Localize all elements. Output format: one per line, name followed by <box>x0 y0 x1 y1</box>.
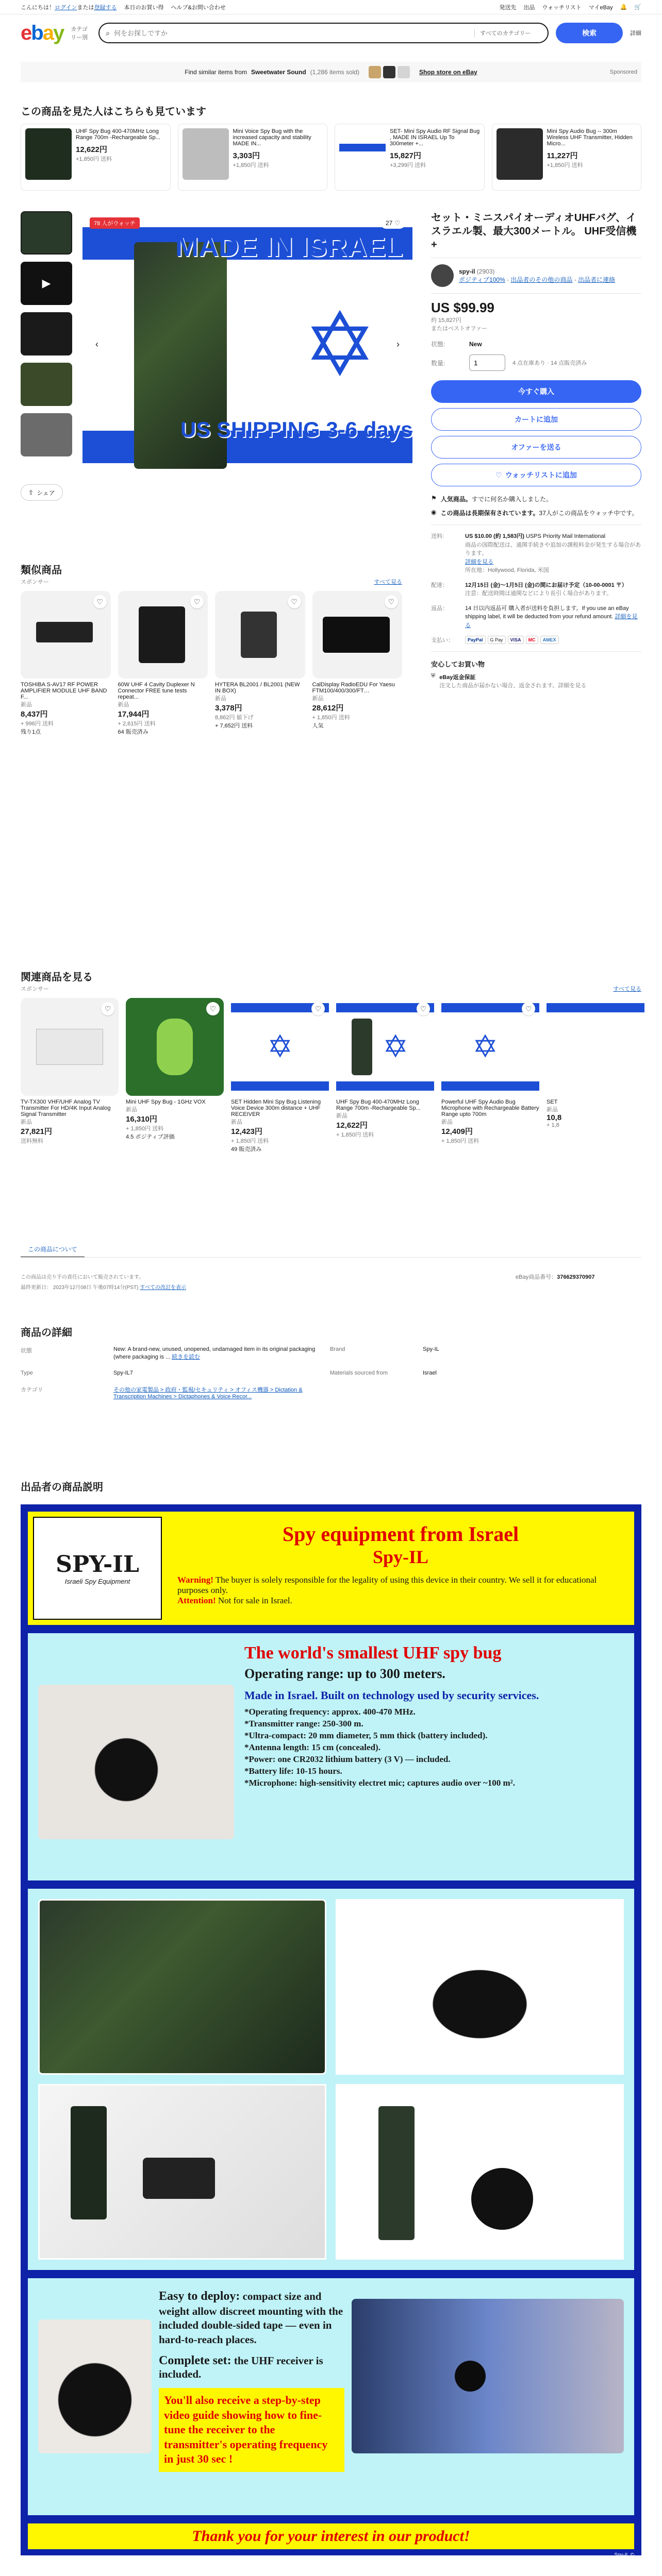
paypal-icon: PayPal <box>465 636 486 644</box>
price: US $99.99 <box>431 300 494 315</box>
heart-icon[interactable]: ♡ <box>190 595 204 608</box>
similar-item[interactable]: ♡ HYTERA BL2001 / BL2001 (NEW IN BOX) 新品 3,378円 8,862円 値下げ + 7,652円 送料 <box>215 591 305 736</box>
buy-now-button[interactable]: 今すぐ購入 <box>431 380 641 403</box>
thumbnail[interactable] <box>21 413 72 456</box>
heart-icon[interactable]: ♡ <box>288 595 301 608</box>
related-item[interactable]: ✡ ♡ UHF Spy Bug 400-470MHz Long Range 700m -Rechargeable Sp... 新品 12,622円 + 1,850円 送料 <box>336 998 434 1153</box>
share-button[interactable]: ⇪ シェア <box>21 484 63 501</box>
heart-icon[interactable]: ♡ <box>101 1002 114 1015</box>
register-link[interactable]: 登録する <box>94 4 117 11</box>
recent-item[interactable]: SET- Mini Spy Audio RF Signal Bug , MADE IN ISRAEL Up To 300meter +... 15,827円 +3,299円 送料 <box>335 124 485 191</box>
details-title: 商品の詳細 <box>21 1327 72 1338</box>
revisions-link[interactable]: すべての改訂を表示 <box>140 1285 186 1291</box>
main-image[interactable]: ✡ MADE IN ISRAEL US SHIPPING 3-6 days 78 人がウォッチ 27 ♡ ‹ › <box>82 211 412 479</box>
star-of-david-icon: ✡ <box>472 1029 499 1064</box>
bug-closeup-photo <box>38 2319 152 2453</box>
similar-see-all[interactable]: すべて見る <box>374 579 402 585</box>
search-box <box>98 23 549 43</box>
description-deploy: Easy to deploy: compact size and weight allow discreet mounting with the included double-sided tape — even in hard-to-reach places. Complete set: the UHF receiver is included. You'll also receive a step-by-step video guide showing how to fine-tune the receiver to the transmitter's operating frequency in just 30 sec ! <box>28 2278 634 2515</box>
heart-icon: ♡ <box>394 219 400 227</box>
watchers-badge[interactable]: 27 ♡ <box>380 217 405 229</box>
hot-badge: 78 人がウォッチ <box>90 217 140 229</box>
related-see-all[interactable]: すべて見る <box>613 986 641 992</box>
item-image <box>25 128 72 180</box>
bell-icon[interactable]: 🔔 <box>620 4 627 10</box>
similar-item[interactable]: ♡ 60W UHF 4 Cavity Duplexer N Connector FREE tune tests repeat... 新品 17,944円 + 2,615円 送料 64 販売済み <box>118 591 208 736</box>
description-frame: SPY-IL Israeli Spy Equipment Spy equipment from Israel Spy-IL Warning! The buyer is solely responsible for the legality of using this device in their country. We sell it for educational purposes only. Attention! Not for sale in Israel. The world's smallest UHF spy bug Operating range: up to 300 meters. Made in Israel. Built on technology used by security services. *Operating frequency: approx. 400-470 MHz. *Transmitter range: 250-300 m. *Ultra-compact: 20 mm diameter, 5 mm thick (battery included). *Antenna length: 15 cm (concealed). *Power: one CR2032 lithium battery (3 V) — included. *Battery life: 10-15 hours. *Microphone: high-sensitivity electret mic; captures audio over ~100 m². Easy to deploy: compact size and weight allow discreet mounting with the included double-sided tape — even in hard-to-reach places. Complete set: the UHF receiver is included. You'll also receive a step-by-step video guide showing how to fine-tune the receiver to the transmitter's operating frequency in just 30 sec ! Thank you for your interest in our product! Spy-IL © <box>21 1504 641 2555</box>
related-title: 関連商品を見る <box>21 972 93 983</box>
read-more-link[interactable]: 続きを読む <box>172 1354 201 1360</box>
thumbnail[interactable] <box>21 312 72 355</box>
product-title: セット・ミニスパイオーディオUHFバグ、イスラエル製、最大300メートル。 UHF受信機+ <box>431 212 637 250</box>
chevron-right-icon: › <box>396 338 400 349</box>
related-item[interactable]: ♡ TV-TX300 VHF/UHF Analog TV Transmitter For HD/4K Input Analog Signal Transmitter 新品 27,821円 送料無料 <box>21 998 119 1153</box>
star-of-david-icon: ✡ <box>303 296 377 394</box>
heart-icon[interactable]: ♡ <box>417 1002 430 1015</box>
heart-icon[interactable]: ♡ <box>522 1002 535 1015</box>
video-thumbnail[interactable] <box>21 262 72 305</box>
search-input[interactable] <box>114 29 470 37</box>
description-photos <box>28 1889 634 2270</box>
details-section: 商品の詳細 状態 New: A brand-new, unused, unopened, undamaged item in its original packaging (where packaging is ... 続きを読む Brand Spy-IL Type Spy-IL7 Materials sourced from Israel カテゴリ その他の家電製品 > 政府・監視/セキュリティ > オフィス機器 > Dictation & Transcription Machines > Dictaphones & Voice Recor... <box>21 1324 641 1400</box>
promo-thumbs <box>369 66 410 78</box>
spy-il-logo: SPY-IL Israeli Spy Equipment <box>33 1517 162 1620</box>
heart-icon[interactable]: ♡ <box>385 595 398 608</box>
item-image <box>496 128 543 180</box>
cart-icon[interactable]: 🛒 <box>634 4 641 10</box>
item-number: 376629370907 <box>557 1274 595 1280</box>
recent-item[interactable]: Mini Voice Spy Bug with the increased capacity and stability MADE IN... 3,303円 +1,850円 送料 <box>178 124 328 191</box>
bug-photo <box>38 1685 234 1839</box>
buy-box: セット・ミニスパイオーディオUHFバグ、イスラエル製、最大300メートル。 UHF受信機+ spy-il (2903) ポジティブ100% · 出品者のその他の商品 · 出品者に連絡 US $99.99 約 15,827円 またはベストオファー 状態: New 数量: 1 4 点在庫あり · 14 点販売済み 今すぐ購入 カートに追加 オファーを送る ♡ ウォッチリストに追加 ⚑ 人気商品。すでに何名か購入しました。 ◉ この商品は長期保有されています。37人がこの商品をウォッチ中です。 送料: US $10.00 (約 1,583円) USPS Priority Mail International 商品の国際配送は、通関手続きや追加の課税料金が発生する場合があります。 詳細を見る 所在地：Hollywood, Florida, 米国 配達： 12月15日 (金)～1月5日 (金)の間にお届け予定（10-00-0001 〒） 注意：配送時間は通関などにより長引く場合があります。 返品： 14 日以内返品可 購入者が送料を負担します。If you use an eBay shipping label, it will be deducted from your refund amount. 詳細を見る 支払い： PayPal G Pay VISA MC AMEX 安心してお買い物 ⛨ eBay返金保証 注文した商品が届かない場合、返金されます。詳細を見る <box>431 211 641 689</box>
category-button[interactable]: カテゴリー別 <box>71 26 88 41</box>
description-banner: SPY-IL Israeli Spy Equipment Spy equipment from Israel Spy-IL Warning! The buyer is solely responsible for the legality of using this device in their country. We sell it for educational purposes only. Attention! Not for sale in Israel. <box>28 1512 634 1625</box>
thumbnail[interactable] <box>21 363 72 406</box>
eye-icon: ◉ <box>431 509 437 516</box>
header <box>21 21 641 45</box>
search-button[interactable]: 検索 <box>556 23 623 43</box>
heart-icon[interactable]: ♡ <box>311 1002 325 1015</box>
chevron-left-icon: ‹ <box>95 338 98 349</box>
thumbnail-strip <box>21 211 72 469</box>
seller-feedback-link[interactable]: ポジティブ100% <box>459 276 505 283</box>
radio-photo <box>38 1899 326 2075</box>
heart-icon: ♡ <box>495 470 502 479</box>
promo-banner[interactable]: Find similar items from Sweetwater Sound (1,286 items sold) Shop store on eBay Sponsored <box>21 62 641 82</box>
prev-image-button[interactable] <box>88 335 106 353</box>
related-item[interactable]: ✡ ♡ SET Hidden Mini Spy Bug Listening Voice Device 300m distance + UHF RECEIVER 新品 12,423円 + 1,850円 送料 49 販売済み <box>231 998 329 1153</box>
ebay-logo[interactable]: ebay <box>21 22 64 44</box>
share-icon: ⇪ <box>28 489 34 496</box>
similar-title: 類似商品 <box>21 565 62 576</box>
recently-viewed-title: この商品を見た人はこちらも見ています <box>21 106 206 117</box>
promo-cta[interactable]: Shop store on eBay <box>419 69 477 76</box>
receiver-photo <box>336 1899 624 2075</box>
contact-seller-link[interactable]: 出品者に連絡 <box>578 276 616 283</box>
seller-avatar[interactable] <box>431 264 454 287</box>
watchlist-link[interactable]: ウォッチリスト <box>542 4 582 11</box>
make-offer-button[interactable]: オファーを送る <box>431 436 641 459</box>
search-icon: ⌕ <box>106 28 110 37</box>
seller-name[interactable]: spy-il <box>459 267 475 275</box>
sell-link[interactable]: 出品 <box>523 4 535 11</box>
category-select[interactable]: すべてのカテゴリー <box>474 29 541 37</box>
shipping-details-link[interactable]: 詳細を見る <box>465 558 493 565</box>
similar-section: 類似商品 スポンサー すべて見る ♡ TOSHIBA S-AV17 RF POWER AMPLIFIER MODULE UHF BAND F... 新品 8,437円 + 996円 送料 残り1点 ♡ 60W UHF 4 Cavity Duplexer N Connector FREE tune tests repeat... 新品 17,944円 + 2,615円 送料 64 販売済み ♡ HYTERA BL2001 / BL2001 (NEW IN BOX) 新品 3,378円 8,862円 値下げ + 7,652円 送料 ♡ CalDisplay RadioEDU For Yaesu FTM100/400/300/FT… 新品 28,612円 + 1,850円 送料 人気 <box>21 562 402 736</box>
thanks-banner: Thank you for your interest in our product! <box>28 2523 634 2549</box>
gpay-icon: G Pay <box>488 636 506 644</box>
condition-value: New <box>469 340 482 348</box>
recent-item[interactable]: Mini Spy Audio Bug -- 300m Wireless UHF Transmitter, Hidden Micro... 11,227円 +1,850円 送料 <box>492 124 642 191</box>
item-image <box>183 128 229 180</box>
seller-items-link[interactable]: 出品者のその他の商品 <box>510 276 573 283</box>
play-icon: ▶ <box>42 277 51 290</box>
related-item[interactable]: SET 新品 10,8 + 1,8 <box>547 998 644 1153</box>
shield-icon: ⛨ <box>431 673 436 679</box>
kit-photo <box>38 2084 326 2260</box>
add-to-cart-button[interactable]: カートに追加 <box>431 408 641 431</box>
quantity-input[interactable] <box>469 354 505 371</box>
recent-item[interactable]: UHF Spy Bug 400-470MHz Long Range 700m -Rechargeable Sp... 12,622円 +1,850円 送料 <box>21 124 171 191</box>
thumbnail[interactable] <box>21 211 72 255</box>
top-bar <box>0 0 662 14</box>
star-of-david-icon: ✡ <box>383 1029 409 1064</box>
greeting: こんにちは！ログインまたは登録する <box>21 4 117 11</box>
payment-icons <box>465 636 559 644</box>
related-item[interactable]: ♡ Mini UHF Spy Bug - 1GHz VOX 新品 16,310円 + 1,850円 送料 4.5 ポジティブ評価 <box>126 998 224 1153</box>
my-ebay-link[interactable]: マイeBay <box>588 4 613 11</box>
heart-icon[interactable]: ♡ <box>93 595 107 608</box>
item-image <box>339 128 386 180</box>
next-image-button[interactable] <box>389 335 407 353</box>
advanced-search-link[interactable]: 詳細 <box>630 30 641 37</box>
star-of-david-icon: ✡ <box>267 1029 293 1064</box>
mastercard-icon: MC <box>526 636 538 644</box>
fire-icon: ⚑ <box>431 495 437 502</box>
daily-deals-link[interactable]: 本日のお買い得 <box>124 4 164 11</box>
description-specs: The world's smallest UHF spy bug Operating range: up to 300 meters. Made in Israel. Built on technology used by security services. *Operating frequency: approx. 400-470 MHz. *Transmitter range: 250-300 m. *Ultra-compact: 20 mm diameter, 5 mm thick (battery included). *Antenna length: 15 cm (concealed). *Power: one CR2032 lithium battery (3 V) — included. *Battery life: 10-15 hours. *Microphone: high-sensitivity electret mic; captures audio over ~100 m². <box>28 1633 634 1880</box>
similar-item[interactable]: ♡ CalDisplay RadioEDU For Yaesu FTM100/400/300/FT… 新品 28,612円 + 1,850円 送料 人気 <box>312 591 403 736</box>
similar-item[interactable]: ♡ TOSHIBA S-AV17 RF POWER AMPLIFIER MODULE UHF BAND F... 新品 8,437円 + 996円 送料 残り1点 <box>21 591 111 736</box>
placement-photo <box>352 2299 624 2453</box>
help-link[interactable]: ヘルプ&お問い合わせ <box>171 4 226 11</box>
about-tab[interactable]: この商品について <box>21 1242 85 1258</box>
category-path[interactable]: その他の家電製品 > 政府・監視/セキュリティ > オフィス機器 > Dictation & Transcription Machines > Dictaphones & Voice Recor... <box>113 1387 303 1400</box>
heart-icon[interactable]: ♡ <box>206 1002 220 1015</box>
signin-link[interactable]: ログイン <box>55 4 77 11</box>
visa-icon: VISA <box>508 636 524 644</box>
description-title: 出品者の商品説明 <box>21 1482 103 1493</box>
set-photo <box>336 2084 624 2260</box>
related-item[interactable]: ✡ ♡ Powerful UHF Spy Audio Bug Microphone with Rechargeable Battery Range upto 700m 新品 12,409円 + 1,850円 送料 <box>441 998 539 1153</box>
returns-details-link[interactable]: 詳細を見る <box>465 614 638 629</box>
recently-viewed-list <box>21 124 641 191</box>
amex-icon: AMEX <box>540 636 559 644</box>
add-to-watchlist-button[interactable]: ♡ ウォッチリストに追加 <box>431 464 641 486</box>
ship-to[interactable]: 発送先 <box>499 4 517 11</box>
related-section: 関連商品を見る スポンサー すべて見る ♡ TV-TX300 VHF/UHF Analog TV Transmitter For HD/4K Input Analog Signal Transmitter 新品 27,821円 送料無料 ♡ Mini UHF Spy Bug - 1GHz VOX 新品 16,310円 + 1,850円 送料 4.5 ポジティブ評価 ✡ ♡ SET Hidden Mini Spy Bug Listening Voice Device 300m distance + UHF RECEIVER 新品 12,423円 + 1,850円 送料 49 販売済み ✡ ♡ UHF Spy Bug 400-470MHz Long Range 700m -Rechargeable Sp... 新品 12,622円 + 1,850円 送料 ✡ ♡ Powerful UHF Spy Audio Bug Microphone with Rechargeable Battery Range upto 700m 新品 12,409円 + 1,850円 送料 SET 新品 10,8 + 1,8 <box>21 969 662 1153</box>
